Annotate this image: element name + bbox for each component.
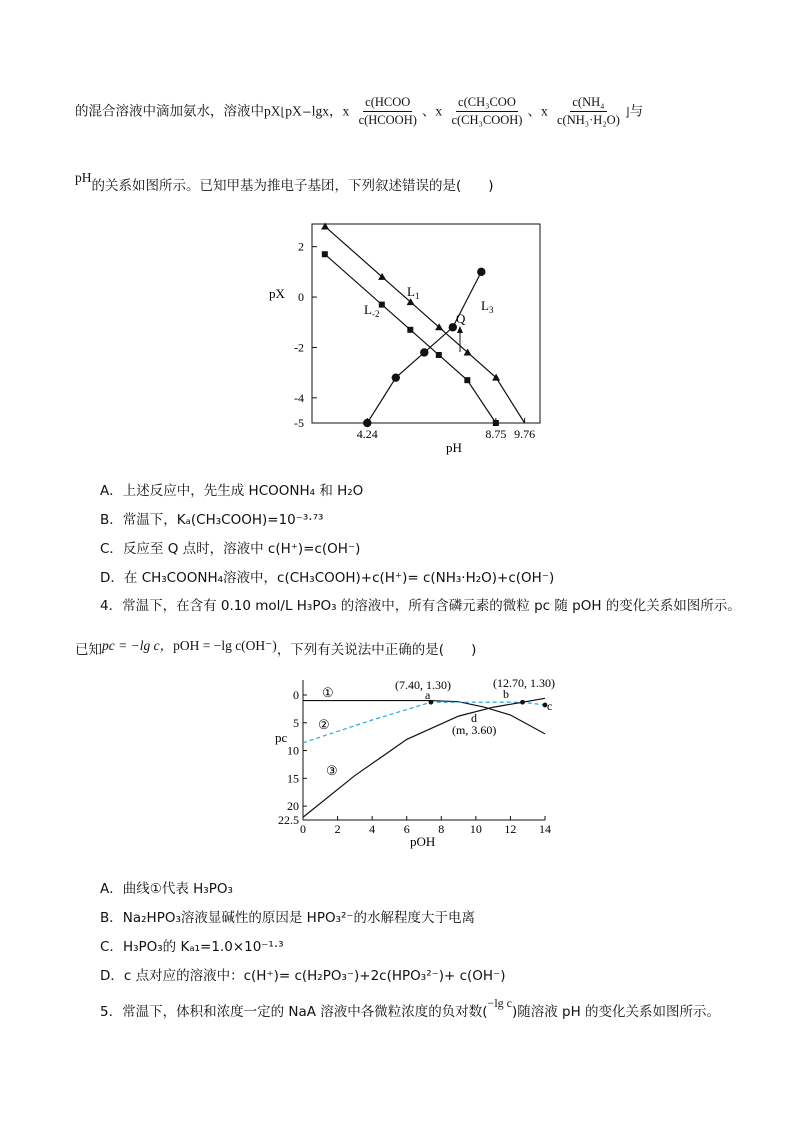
- option-text: 上述反应中，先生成 HCOONH₄ 和 H₂O: [122, 483, 364, 499]
- option-text: 常温下，Kₐ(CH₃COOH)=10⁻³·⁷³: [122, 512, 324, 528]
- curve-label-2: ②: [318, 717, 330, 732]
- q4-stem: [100, 594, 741, 614]
- frac-denominator: c(CH₃COOH): [451, 113, 523, 127]
- y-tick-label: 10: [287, 743, 299, 758]
- option-text: 在 CH₃COONH₄溶液中，c(CH₃COOH)+c(H⁺)= c(NH₃·H₂O)+c(OH⁻): [123, 570, 555, 586]
- y-tick-label: -5: [294, 416, 304, 430]
- x-tick-label: 14: [539, 822, 551, 836]
- fraction-nh4: [555, 95, 622, 128]
- q4-poh-definition: pOH = −lg c(OH⁻): [173, 638, 277, 653]
- square-marker: [379, 302, 385, 308]
- point-label-d: d: [471, 711, 477, 725]
- option-label: C．: [100, 939, 123, 955]
- series-line-l1: [325, 227, 525, 423]
- frac-denominator: c(HCOOH): [358, 113, 417, 127]
- point-label-c: c: [547, 699, 553, 713]
- point-coord-a: (7.40, 1.30): [395, 678, 451, 692]
- circle-marker: [477, 268, 485, 276]
- x-tick-label: 10: [469, 822, 482, 836]
- fraction-hcoo: [357, 95, 419, 128]
- frac-numerator: c(CH₃COO: [456, 95, 518, 112]
- x-tick-label: 4.24: [356, 427, 378, 441]
- curve-2: [303, 702, 545, 743]
- y-tick-label: -2: [294, 340, 304, 355]
- point-label-b: b: [503, 687, 509, 701]
- series-label-l2: $L_{-2}$: [364, 302, 380, 319]
- q3-option-c: [100, 537, 360, 557]
- y-tick-label: -4: [294, 390, 304, 405]
- series-label-l1: $L_1$: [407, 284, 420, 301]
- y-tick-label: 20: [287, 799, 299, 814]
- option-label: B．: [100, 512, 123, 528]
- x-tick-label: 4: [369, 822, 376, 836]
- q3-def-px: pX: [264, 103, 281, 119]
- circle-marker: [420, 348, 428, 356]
- x-tick-label: 2: [334, 822, 341, 836]
- curve-1: [303, 701, 545, 734]
- fraction-ch3coo: [449, 95, 524, 128]
- q3-option-d: [100, 566, 554, 586]
- q-arrowhead: [457, 326, 463, 333]
- square-marker: [322, 251, 328, 257]
- option-text: H₃PO₃的 Kₐ₁=1.0×10⁻¹·³: [122, 939, 284, 955]
- x-axis-label: pOH: [410, 834, 436, 849]
- x-tick-label: 6: [403, 822, 410, 836]
- square-marker: [464, 377, 470, 383]
- bracket-glyph: ⌊: [280, 104, 286, 119]
- frac-denominator: c(NH₃·H₂O): [557, 113, 620, 127]
- x-tick-label: 8.75: [485, 427, 507, 441]
- circle-marker: [392, 373, 400, 381]
- q4-given-lead: 已知: [75, 642, 102, 658]
- q3-intro-line: [75, 95, 643, 128]
- q3-intro-text-2: 的关系如图所示。已知甲基为推电子基团，下列叙述错误的是( ): [91, 178, 494, 194]
- y-axis-label: pX: [269, 286, 285, 301]
- y-tick-label: 22.5: [278, 813, 299, 827]
- q3-option-a: [100, 479, 363, 499]
- bracket-glyph: −: [301, 104, 312, 119]
- separator: 、x: [421, 103, 443, 119]
- x-tick-label: 12: [504, 822, 517, 836]
- series-label-l3: $L_3$: [481, 298, 494, 315]
- q5-stem-text-2: )随溶液 pH 的变化关系如图所示。: [511, 1004, 721, 1020]
- y-tick-label: 5: [293, 715, 299, 730]
- frac-numerator: c(NH₄: [570, 95, 606, 112]
- q4-option-d: [100, 964, 505, 984]
- option-label: A．: [100, 483, 123, 499]
- option-label: D．: [100, 570, 124, 586]
- option-label: C．: [100, 541, 123, 557]
- q4-option-b: [100, 906, 475, 926]
- curve-label-3: ③: [326, 763, 338, 778]
- series-line-l3: [367, 272, 481, 423]
- q5-stem: [100, 996, 721, 1020]
- y-axis-label: pc: [275, 730, 288, 745]
- y-tick-label: 0: [293, 688, 299, 702]
- point-coord-d: (m, 3.60): [452, 723, 497, 737]
- square-marker: [407, 327, 413, 333]
- curve-label-1: ①: [322, 685, 334, 700]
- point-label-a: a: [425, 688, 431, 702]
- q4-option-c: [100, 935, 284, 955]
- x-axis-label: pH: [446, 440, 462, 455]
- x-tick-label: 0: [300, 822, 306, 836]
- option-text: c 点对应的溶液中：c(H⁺)= c(H₂PO₃⁻)+2c(HPO₃²⁻)+ c(OH⁻): [123, 968, 506, 984]
- q4-given-text: ，下列有关说法中正确的是( ): [276, 642, 477, 658]
- q3-intro-line-2: [75, 170, 494, 194]
- q4-stem-text: 4．常温下，在含有 0.10 mol/L H₃PO₃ 的溶液中，所有含磷元素的微粒 pc 随 pOH 的变化关系如图所示。: [100, 598, 741, 614]
- point-label-q: Q: [456, 311, 466, 326]
- option-text: 反应至 Q 点时，溶液中 c(H⁺)=c(OH⁻): [122, 541, 361, 557]
- q4-given-line: [75, 638, 476, 658]
- y-tick-label: 2: [298, 239, 304, 254]
- chart-px-vs-ph: [255, 218, 555, 458]
- square-marker: [493, 420, 499, 426]
- option-text: 曲线①代表 H₃PO₃: [122, 881, 233, 897]
- option-text: Na₂HPO₃溶液显碱性的原因是 HPO₃²⁻的水解程度大于电离: [122, 910, 476, 926]
- q3-ph-word: pH: [75, 170, 92, 185]
- curve-3: [303, 698, 545, 817]
- q5-lg-expression: −lg c: [487, 996, 512, 1010]
- circle-marker: [363, 419, 371, 427]
- x-tick-label: 8: [438, 822, 445, 836]
- point-coord-b: (12.70, 1.30): [493, 676, 555, 690]
- x-tick-label: 9.76: [514, 427, 536, 441]
- chart-pc-vs-poh: [270, 670, 570, 855]
- q3-option-b: [100, 508, 323, 528]
- q3-tail: 与: [629, 103, 644, 120]
- frac-numerator: c(HCOO: [363, 95, 412, 112]
- bracket-glyph: ⌋: [624, 104, 630, 119]
- q3-def-eq: pX: [285, 103, 302, 119]
- point-b-marker: [520, 700, 525, 705]
- option-label: D．: [100, 968, 124, 984]
- option-label: A．: [100, 881, 123, 897]
- q3-def-rhs: lgx，x: [311, 103, 350, 119]
- square-marker: [436, 352, 442, 358]
- option-label: B．: [100, 910, 123, 926]
- y-tick-label: 15: [287, 771, 299, 786]
- q5-stem-text: 5．常温下，体积和浓度一定的 NaA 溶液中各微粒浓度的负对数(: [100, 1004, 488, 1020]
- q3-intro-text: 的混合溶液中滴加氨水，溶液中: [75, 103, 264, 120]
- q4-pc-definition: pc = −lg c，: [102, 638, 174, 653]
- series-line-l2: [325, 254, 496, 423]
- y-tick-label: 0: [298, 290, 304, 305]
- separator: 、x: [527, 103, 548, 119]
- q4-option-a: [100, 877, 233, 897]
